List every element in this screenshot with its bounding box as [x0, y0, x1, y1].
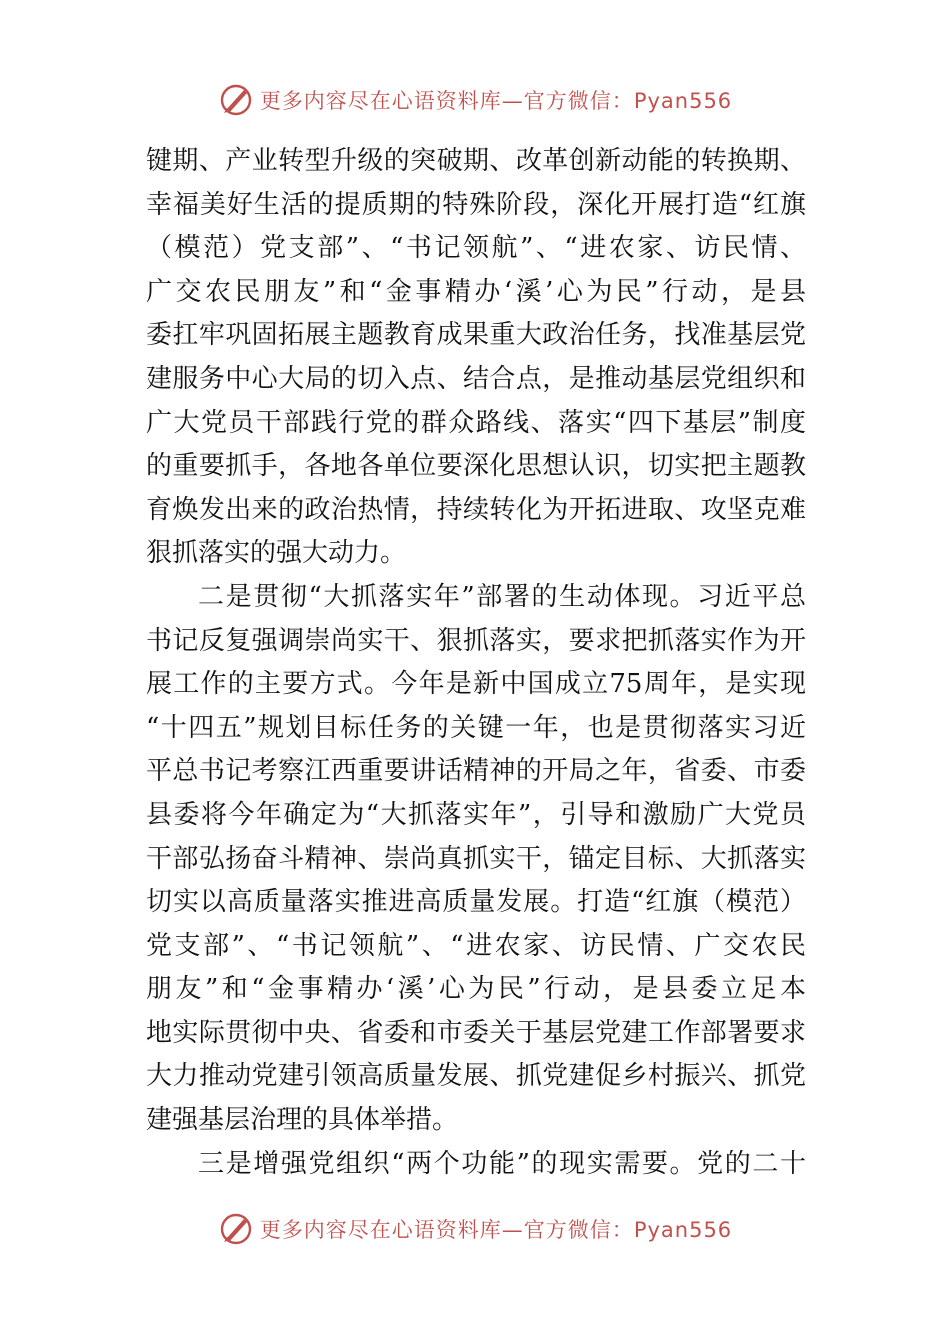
- footer-banner-label: 更多内容尽在心语资料库—官方微信：: [259, 1218, 634, 1242]
- text-line: 建强基层治理的具体举措。: [146, 1105, 459, 1136]
- footer-wechat-id: Pyan556: [633, 1218, 733, 1242]
- text-line: “十四五”规划目标任务的关键一年，也是贯彻落实习近: [146, 712, 806, 743]
- text-line: 广交农民朋友”和“金事精办‘溪’心为民”行动，是县: [146, 276, 806, 307]
- text-line: 书记反复强调崇尚实干、狠抓落实，要求把抓落实作为开: [146, 625, 806, 656]
- text-line: 干部弘扬奋斗精神、崇尚真抓实干，锚定目标、大抓落实: [146, 843, 806, 874]
- text-line: 地实际贯彻中央、省委和市委关于基层党建工作部署要求: [146, 1017, 806, 1048]
- text-line: 党支部”、“书记领航”、“进农家、访民情、广交农民: [146, 930, 806, 961]
- document-body: [146, 140, 806, 1186]
- text-line: 平总书记考察江西重要讲话精神的开局之年，省委、市委: [146, 756, 806, 787]
- pen-logo-icon: [218, 82, 254, 118]
- footer-banner-text: [260, 1214, 732, 1244]
- text-line: 狠抓落实的强大动力。: [146, 538, 407, 569]
- text-line: 键期、产业转型升级的突破期、改革创新动能的转换期、: [146, 146, 806, 176]
- footer-banner: [0, 1209, 950, 1249]
- text-line: 的重要抓手，各地各单位要深化思想认识，切实把主题教: [146, 451, 806, 482]
- text-line: （模范）党支部”、“书记领航”、“进农家、访民情、: [146, 233, 806, 264]
- text-line: 幸福美好生活的提质期的特殊阶段，深化开展打造“红旗: [146, 189, 806, 220]
- text-line: 育焕发出来的政治热情，持续转化为开拓进取、攻坚克难: [146, 494, 806, 525]
- header-banner-text: [260, 85, 732, 115]
- paragraph-start-line: 二是贯彻“大抓落实年”部署的生动体现。习近平总: [198, 581, 806, 612]
- header-banner-label: 更多内容尽在心语资料库—官方微信：: [259, 89, 634, 113]
- text-line: 广大党员干部践行党的群众路线、落实“四下基层”制度: [146, 407, 806, 438]
- text-line: 大力推动党建引领高质量发展、抓党建促乡村振兴、抓党: [146, 1061, 806, 1092]
- text-line: 建服务中心大局的切入点、结合点，是推动基层党组织和: [146, 363, 806, 394]
- paragraph-start-line: 三是增强党组织“两个功能”的现实需要。党的二十: [198, 1148, 806, 1179]
- text-line: 展工作的主要方式。今年是新中国成立75周年，是实现: [146, 669, 806, 700]
- text-line: 朋友”和“金事精办‘溪’心为民”行动，是县委立足本: [146, 974, 806, 1005]
- text-line: 委扛牢巩固拓展主题教育成果重大政治任务，找准基层党: [146, 320, 806, 351]
- text-line: 县委将今年确定为“大抓落实年”，引导和激励广大党员: [146, 799, 806, 830]
- header-banner: [0, 80, 950, 120]
- pen-logo-icon: [218, 1211, 254, 1247]
- header-wechat-id: Pyan556: [633, 89, 733, 113]
- text-line: 切实以高质量落实推进高质量发展。打造“红旗（模范）: [146, 887, 806, 918]
